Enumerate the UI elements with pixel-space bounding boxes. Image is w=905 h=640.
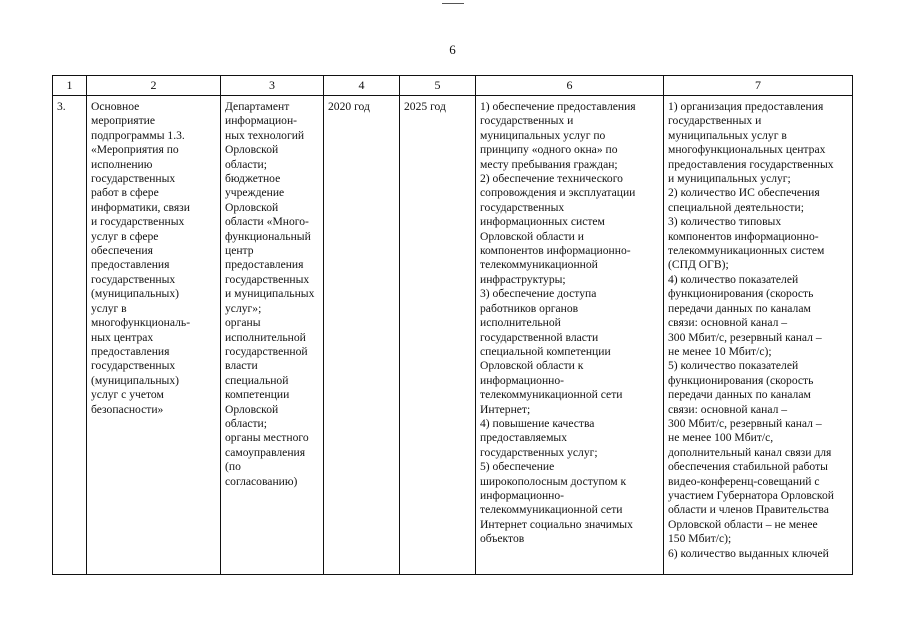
table-row [53,96,853,575]
header-cell: 2 [87,76,221,96]
header-cell: 5 [400,76,476,96]
header-cell: 6 [476,76,664,96]
executor: Департамент информацион- ных технологий Орловской области; бюджетное учреждение Орловской области «Много- функциональный центр предоставления государственных и муниципальных услуг»; органы исполнительной государственной власти специальной компетенции Орловской области; органы местного самоуправления (по согласованию) [221,96,324,575]
header-row [53,76,853,96]
header-cell: 1 [53,76,87,96]
header-cell: 4 [324,76,400,96]
header-cell: 7 [664,76,853,96]
indicators: 1) организация предоставления государственных и муниципальных услуг в многофункциональных центрах предоставления государственных и муниципальных услуг; 2) количество ИС обеспечения специальной деятельности; 3) количество типовых компонентов информационно- телекоммуникационных систем (СПД ОГВ); 4) количество показателей функционирования (скорость передачи данных по каналам связи: основной канал – 300 Мбит/с, резервный канал – не менее 10 Мбит/с); 5) количество показателей функционирования (скорость передачи данных по каналам связи: основной канал – 300 Мбит/с, резервный канал – не менее 100 Мбит/с, дополнительный канал связи для обеспечения стабильной работы видео-конференц-совещаний с участием Губернатора Орловской области и членов Правительства Орловской области – не менее 150 Мбит/с); 6) количество выданных ключей [664,96,853,575]
measure-name: Основное мероприятие подпрограммы 1.3. «Мероприятия по исполнению государственных работ в сфере информатики, связи и государственных услуг в сфере обеспечения предоставления государственных (муниципальных) услуг в многофункциональ- ных центрах предоставления государственных (муниципальных) услуг с учетом безопасности» [87,96,221,575]
row-number: 3. [53,96,87,575]
start-year: 2020 год [324,96,400,575]
end-year: 2025 год [400,96,476,575]
page-number: 6 [449,42,456,57]
header-cell: 3 [221,76,324,96]
top-rule [442,3,464,4]
expected-results: 1) обеспечение предоставления государственных и муниципальных услуг по принципу «одного окна» по месту пребывания граждан; 2) обеспечение технического сопровождения и эксплуатации государственных информационных систем Орловской области и компонентов информационно- телекоммуникационной инфраструктуры; 3) обеспечение доступа работников органов исполнительной государственной власти специальной компетенции Орловской области к информационно- телекоммуникационной сети Интернет; 4) повышение качества предоставляемых государственных услуг; 5) обеспечение широкополосным доступом к информационно- телекоммуникационной сети Интернет социально значимых объектов [476,96,664,575]
program-table [52,75,853,575]
